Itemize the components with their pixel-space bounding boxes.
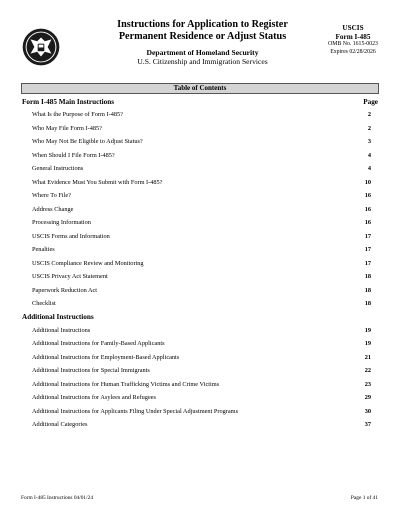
footer-form-edition: Form I-485 Instructions 04/01/24	[21, 495, 94, 501]
toc-entry-label: Processing Information	[32, 219, 91, 226]
toc-entry[interactable]	[32, 218, 371, 228]
toc-entry-label: General Instructions	[32, 165, 84, 172]
toc-heading: Table of Contents	[21, 83, 379, 94]
toc-entry-label: Additional Instructions for Family-Based Applicants	[32, 340, 165, 347]
toc-entry-label: What Is the Purpose of Form I-485?	[32, 111, 123, 118]
toc-entry-label: Additional Categories	[32, 421, 88, 428]
toc-entry[interactable]	[32, 191, 371, 201]
toc-entry-label: Address Change	[32, 205, 74, 213]
form-number: Form I-485	[335, 32, 371, 41]
toc-entry-label: Penalties	[32, 246, 55, 253]
toc-entry[interactable]	[32, 259, 371, 269]
toc-entry-page: 17	[364, 246, 371, 253]
toc-entry[interactable]	[32, 286, 371, 296]
toc-entry-label: Who May Not Be Eligible to Adjust Status?	[32, 138, 143, 145]
toc-entry[interactable]	[32, 164, 371, 174]
toc-entry[interactable]	[32, 380, 371, 390]
toc-entry-label: USCIS Forms and Information	[32, 232, 110, 240]
toc-entry-label: Who May File Form I-485?	[32, 124, 102, 132]
toc-entry-page: 3	[367, 138, 371, 145]
toc-entry-page: 17	[364, 232, 371, 240]
toc-entry[interactable]	[32, 245, 371, 255]
toc-entry-page: 22	[364, 367, 371, 374]
toc-entry-label: Additional Instructions for Employment-Based Applicants	[32, 353, 180, 361]
toc-entry-label: Where To File?	[32, 192, 71, 199]
toc-entry[interactable]	[32, 299, 371, 309]
toc-section-label: Form I-485 Main Instructions	[22, 98, 115, 106]
toc-entry-label: USCIS Compliance Review and Monitoring	[32, 259, 144, 267]
toc-entry-page: 16	[364, 205, 371, 213]
toc-entry-page: 21	[364, 353, 371, 361]
toc-entry-page: 30	[364, 407, 371, 415]
toc-entry[interactable]	[32, 407, 371, 417]
toc-entry[interactable]	[32, 326, 371, 336]
agency-name: U.S. Citizenship and Immigration Services	[137, 57, 268, 67]
form-identifier	[318, 24, 388, 56]
toc-entry-page: 17	[364, 259, 371, 267]
toc-entry-page: 19	[364, 340, 371, 347]
toc-entry-page: 4	[367, 151, 371, 159]
toc-entry[interactable]	[32, 110, 371, 120]
toc-entry-page: 18	[364, 300, 371, 307]
toc-entry-page: 2	[367, 124, 371, 132]
toc-entry-page: 23	[364, 380, 371, 388]
toc-entry-page: 10	[364, 178, 371, 186]
toc-entry[interactable]	[32, 124, 371, 134]
toc-entry[interactable]	[32, 205, 371, 215]
department-name: Department of Homeland Security	[146, 48, 259, 57]
toc-entry-label: Checklist	[32, 300, 56, 307]
dhs-seal-logo	[22, 28, 60, 66]
toc-entry[interactable]	[32, 353, 371, 363]
toc-section-main	[22, 97, 378, 107]
toc-entry[interactable]	[32, 393, 371, 403]
toc-section-additional	[22, 312, 378, 322]
toc-entry-page: 29	[364, 394, 371, 401]
omb-number: OMB No. 1615-0023	[328, 41, 378, 48]
expiration-date: Expires 02/28/2026	[330, 48, 376, 55]
toc-entry-label: When Should I File Form I-485?	[32, 151, 115, 159]
form-agency: USCIS	[342, 24, 364, 32]
toc-entry-page: 19	[364, 326, 371, 334]
toc-entry[interactable]	[32, 339, 371, 349]
toc-entry-page: 18	[364, 286, 371, 294]
title-line-2: Permanent Residence or Adjust Status	[118, 30, 287, 42]
toc-entry-label: What Evidence Must You Submit with Form I-485?	[32, 178, 163, 186]
toc-entry-label: Paperwork Reduction Act	[32, 286, 98, 294]
toc-entry[interactable]	[32, 232, 371, 242]
toc-entry[interactable]	[32, 272, 371, 282]
footer-page-number: Page 1 of 41	[350, 495, 378, 501]
toc-entry-label: Additional Instructions for Asylees and Refugees	[32, 394, 156, 401]
toc-entry-label: USCIS Privacy Act Statement	[32, 273, 108, 280]
toc-entry-page: 37	[364, 421, 371, 428]
toc-entry-page: 16	[364, 219, 371, 226]
toc-entry[interactable]	[32, 137, 371, 147]
agency-block	[90, 48, 315, 67]
toc-entry-label: Additional Instructions for Applicants Filing Under Special Adjustment Programs	[32, 407, 239, 415]
toc-entry[interactable]	[32, 420, 371, 430]
toc-entry-page: 2	[367, 111, 371, 118]
toc-entry-page: 4	[367, 165, 371, 172]
toc-entry[interactable]	[32, 151, 371, 161]
toc-entry-label: Additional Instructions	[32, 326, 91, 334]
toc-page-header: Page	[363, 98, 378, 106]
toc-entry-page: 18	[364, 273, 371, 280]
toc-entry[interactable]	[32, 178, 371, 188]
toc-section-label: Additional Instructions	[22, 313, 94, 321]
toc-entry[interactable]	[32, 366, 371, 376]
document-title	[90, 19, 315, 42]
title-line-1: Instructions for Application to Register	[117, 19, 288, 30]
toc-entry-label: Additional Instructions for Human Trafficking Victims and Crime Victims	[32, 380, 220, 388]
toc-entry-label: Additional Instructions for Special Immigrants	[32, 367, 150, 374]
toc-entry-page: 16	[364, 192, 371, 199]
